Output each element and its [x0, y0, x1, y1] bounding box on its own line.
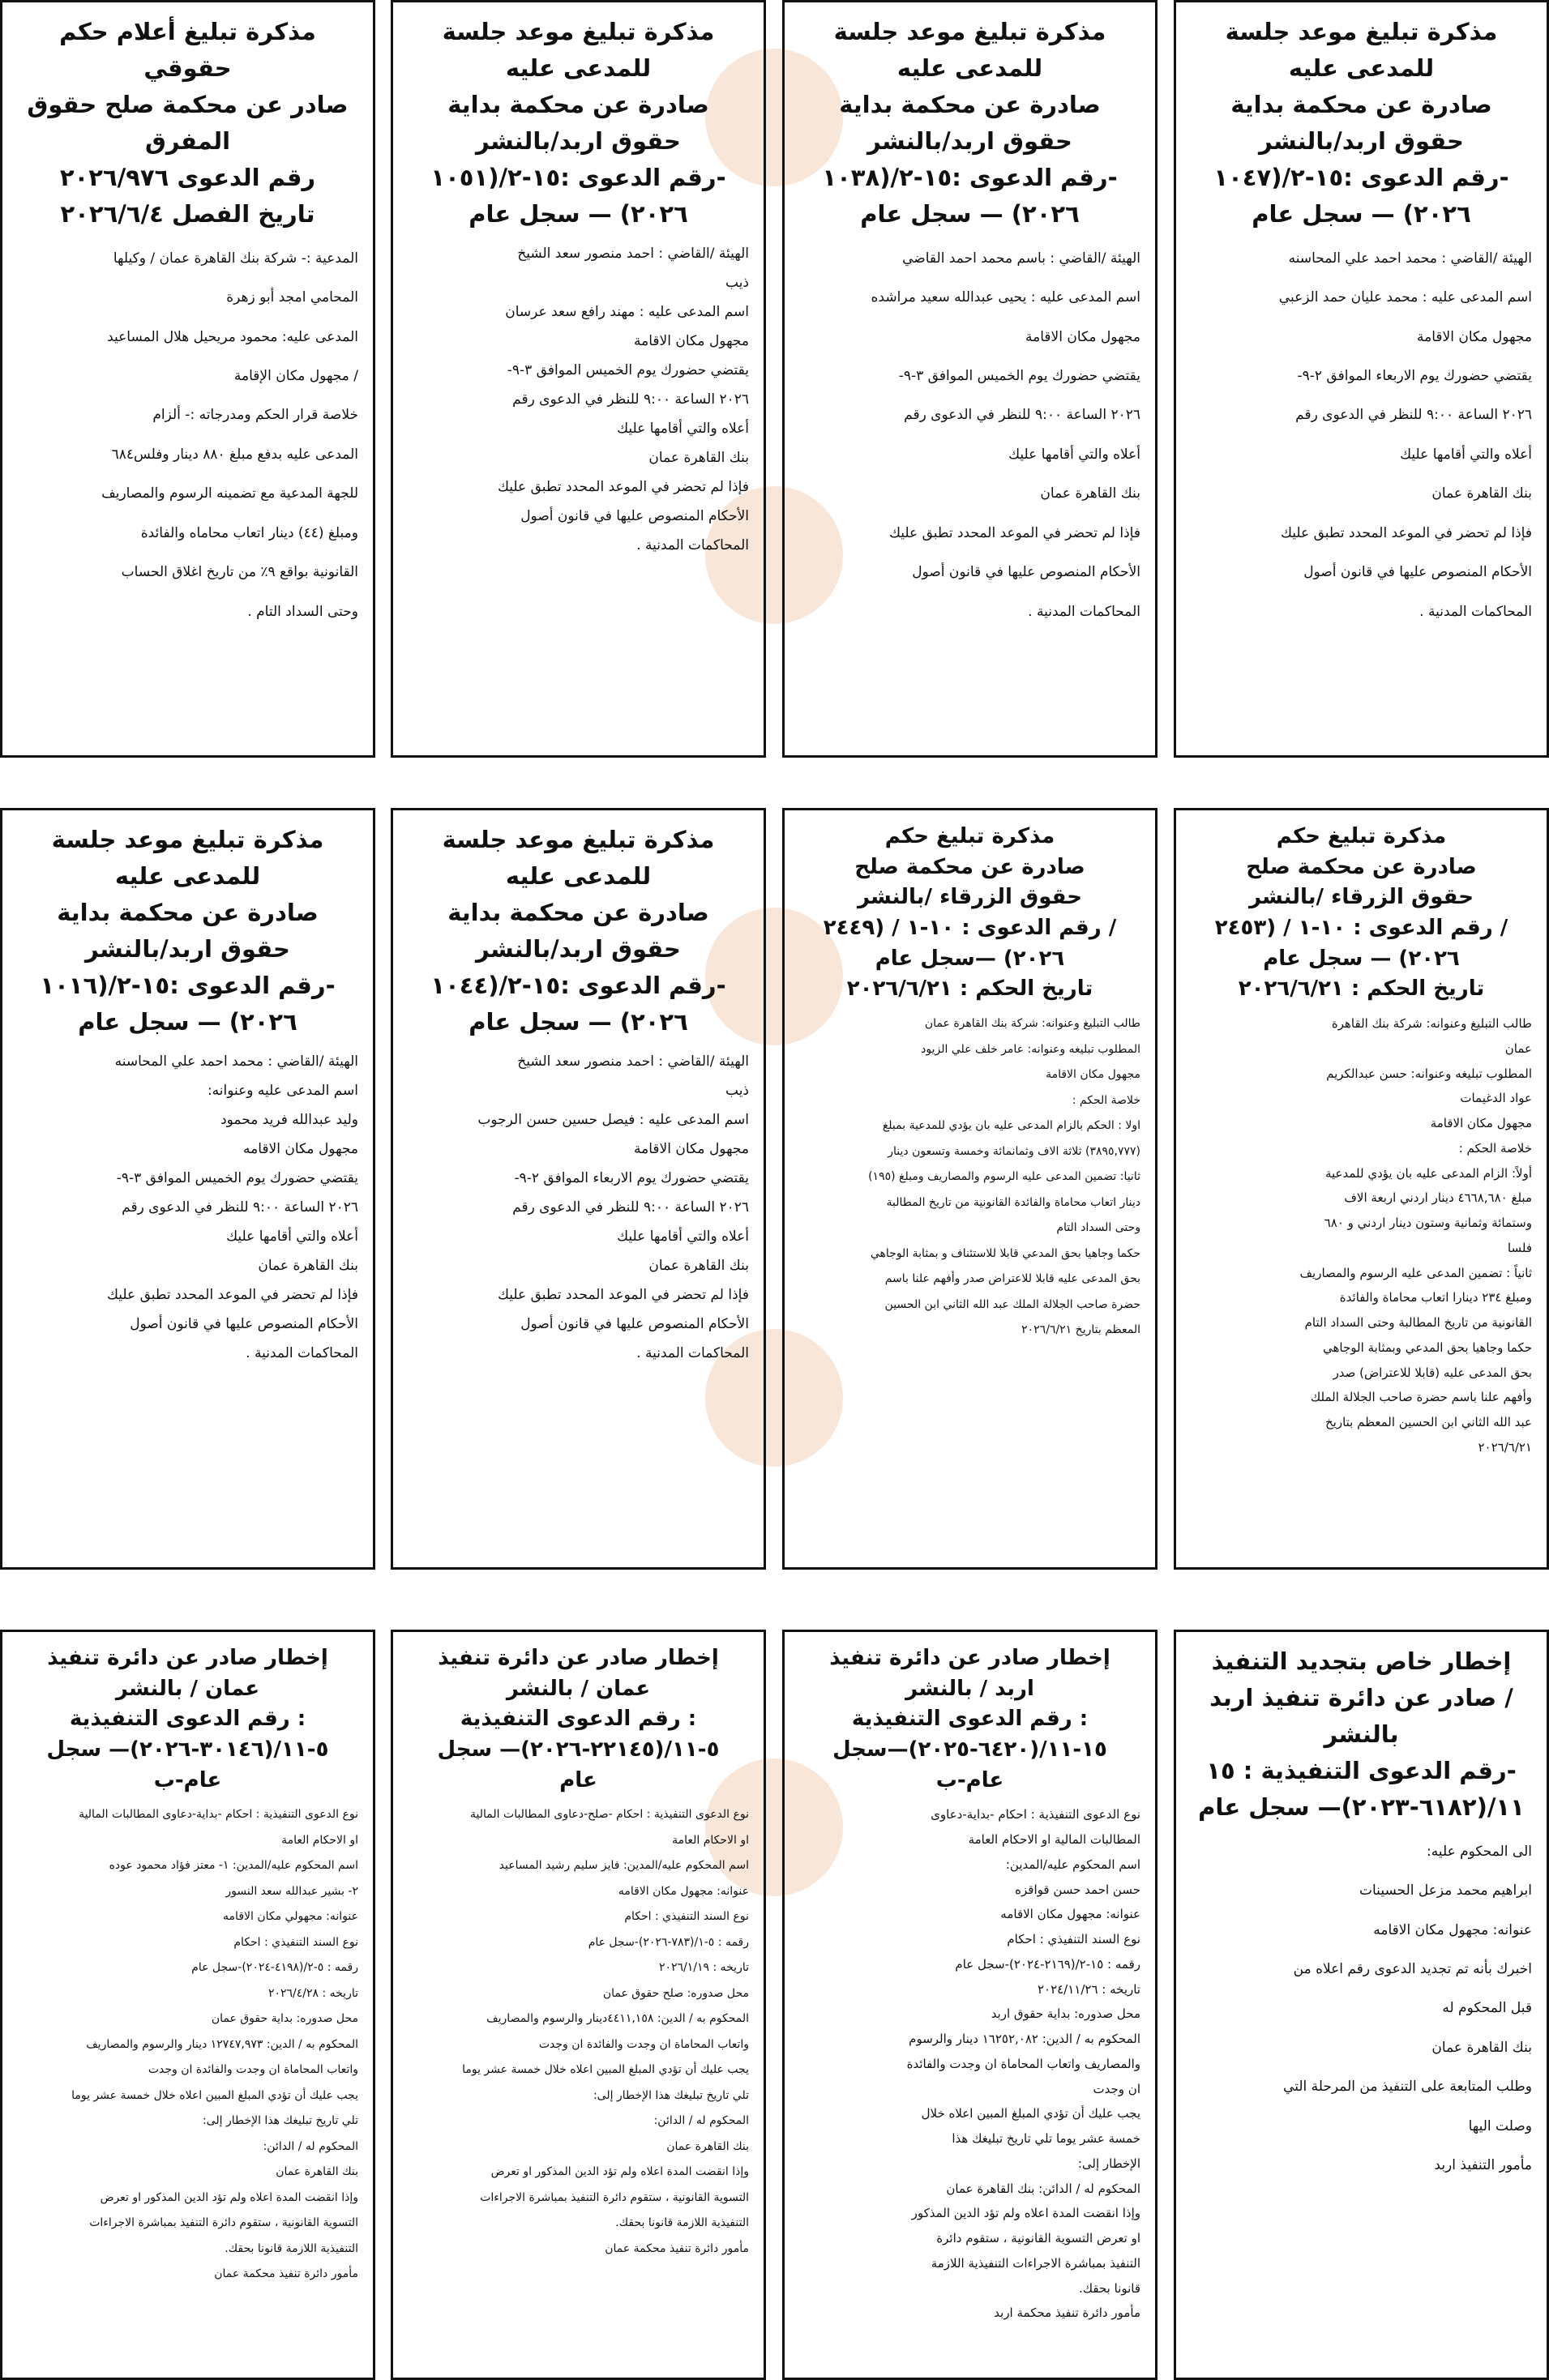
- notice-line: / مجهول مكان الإقامة: [233, 367, 358, 384]
- notice-line: بنك القاهرة عمان: [1040, 485, 1140, 502]
- notice-body: [17, 239, 358, 631]
- notice-line: يقتضي حضورك يوم الاربعاء الموافق ٢-٩-: [1297, 367, 1532, 384]
- notice-title: مذكرة تبليغ حكم صادرة عن محكمة صلح حقوق الزرقاء /بالنشر رقم الدعوى : ١٠-١ / (٢٤٤٩ / ٢٠٢٦) —سجل عام تاريخ الحكم : ٢٠٢٦/٦/٢١: [823, 824, 1117, 1002]
- notice-line: الإخطار إلى:: [1077, 2156, 1140, 2171]
- notice-line: واتعاب المحاماة ان وجدت والفائدة ان وجدت: [148, 2063, 358, 2077]
- notice-line: نوع الدعوى التنفيذية : احكام -بداية-دعاوى المطالبات المالية: [79, 1808, 358, 1822]
- notice-line: المحاكمات المدنية .: [636, 1344, 749, 1361]
- notice-line: تلي تاريخ تبليغك هذا الإخطار إلى:: [202, 2114, 358, 2128]
- notice-line: المحكوم له / الدائن: بنك القاهرة عمان: [946, 2181, 1140, 2196]
- notice-line: مجهول مكان الاقامه: [243, 1140, 358, 1157]
- notice-line: يجب عليك أن تؤدي المبلغ المبين اعلاه خلال: [921, 2106, 1140, 2121]
- notice-body: [799, 1802, 1140, 2326]
- notice-line: محل صدوره: بداية حقوق اربد: [991, 2006, 1140, 2022]
- notice-line: فإذا لم تحضر في الموعد المحدد تطبق عليك: [106, 1286, 358, 1303]
- notice-title: مذكرة تبليغ حكم صادرة عن محكمة صلح حقوق الزرقاء /بالنشر رقم الدعوى : ١٠-١ / (٢٤٥٣ / ٢٠٢٦) — سجل عام تاريخ الحكم : ٢٠٢٦/٦/٢١: [1214, 824, 1508, 1002]
- notice-line: تاريخه : ٢٠٢٦/١/١٩: [658, 1961, 749, 1975]
- notice-title: إخطار صادر عن دائرة تنفيذ عمان / بالنشر رقم الدعوى التنفيذية : ٥-١١/(٢٢١٤٥-٢٠٢٦)— سجل عام: [437, 1646, 720, 1792]
- notice-line: اسم المحكوم عليه/المدين: ١- معتز فؤاد محمود عوده: [109, 1859, 358, 1873]
- notice-line: طالب التبليغ وعنوانه: شركة بنك القاهرة: [1331, 1016, 1532, 1032]
- notice-line: أعلاه والتي أقامها عليك: [617, 420, 749, 437]
- notice-line: وحتى السداد التام .: [247, 603, 358, 620]
- notice-title: مذكرة تبليغ موعد جلسة للمدعى عليه صادرة عن محكمة بداية حقوق اربد/بالنشر رقم الدعوى :١٥-٢/(١٠٥١- ٢٠٢٦) — سجل عام: [430, 18, 726, 228]
- notice-line: المحاكمات المدنية .: [1028, 603, 1140, 620]
- notice-line: فإذا لم تحضر في الموعد المحدد تطبق عليك: [888, 524, 1140, 541]
- notice-line: وإذا انقضت المدة اعلاه ولم تؤد الدين المذكور: [911, 2206, 1140, 2221]
- notice-line: مجهول مكان الاقامة: [1046, 1068, 1140, 1082]
- notice-line: المحكوم به / الدين: ١٢٧٤٧,٩٧٣ دينار والرسوم والمصاريف: [86, 2037, 358, 2051]
- notice-box: [782, 0, 1157, 758]
- notice-line: بنك القاهرة عمان: [648, 1257, 749, 1274]
- notice-line: عمان: [1504, 1040, 1532, 1056]
- notice-line: مبلغ ٤٦٦٨,٦٨٠ دينار اردني اربعة الاف: [1344, 1190, 1532, 1206]
- notice-line: مجهول مكان الاقامة: [634, 332, 749, 349]
- notice-line: ٢٠٢٦ الساعة ٩:٠٠ للنظر في الدعوى رقم: [512, 1199, 749, 1216]
- notice-line: يجب عليك أن تؤدي المبلغ المبين اعلاه خلال خمسة عشر يوما: [71, 2088, 358, 2102]
- notice-line: وصلت اليها: [1468, 2117, 1532, 2134]
- notice-line: مأمور دائرة تنفيذ محكمة عمان: [605, 2241, 749, 2255]
- notice-line: يقتضي حضورك يوم الخميس الموافق ٣-٩-: [898, 367, 1140, 384]
- notice-body: [799, 239, 1140, 631]
- notice-body: [408, 1047, 749, 1368]
- notice-line: ومبلغ ٢٣٤ دينارا اتعاب محاماة والفائدة: [1339, 1290, 1532, 1305]
- notice-line: رقمه : ١٥-٢/(٢١٦٩-٢٠٢٤)-سجل عام: [955, 1956, 1140, 1972]
- notice-body: [799, 1011, 1140, 1344]
- notice-line: بحق المدعى عليه (قابلا للاعتراض) صدر: [1333, 1365, 1532, 1380]
- notice-line: المحاكمات المدنية .: [246, 1344, 358, 1361]
- notice-line: ٢٠٢٦ الساعة ٩:٠٠ للنظر في الدعوى رقم: [122, 1199, 358, 1216]
- notice-box: [1174, 0, 1549, 758]
- notice-line: للجهة المدعية مع تضمينه الرسوم والمصاريف: [101, 485, 358, 502]
- notice-line: فإذا لم تحضر في الموعد المحدد تطبق عليك: [497, 1286, 749, 1303]
- notice-line: المطلوب تبليغه وعنوانه: حسن عبدالكريم: [1326, 1066, 1532, 1081]
- notice-body: [1191, 1011, 1532, 1460]
- notice-line: اخبرك بأنه تم تجديد الدعوى رقم اعلاه من: [1293, 1961, 1532, 1977]
- notice-body: [408, 1802, 749, 2262]
- notice-body: [17, 1047, 358, 1368]
- notice-line: المدعى عليه بدفع مبلغ ٨٨٠ دينار وفلس٦٨٤: [111, 446, 358, 463]
- notice-line: الهيئة /القاضي : محمد احمد علي المحاسنه: [114, 1053, 358, 1070]
- notice-line: مجهول مكان الاقامة: [634, 1140, 749, 1157]
- notice-line: فلسا: [1507, 1240, 1532, 1255]
- notice-line: خلاصة الحكم :: [1072, 1093, 1140, 1107]
- notice-line: نوع السند التنفيذي : احكام: [624, 1910, 749, 1924]
- notice-line: وستمائة وثمانية وستون دينار اردني و ٦٨٠: [1324, 1216, 1532, 1231]
- notice-line: القانونية من تاريخ المطالبة وحتى السداد التام: [1304, 1315, 1532, 1331]
- notice-body: [1191, 1832, 1532, 2186]
- notice-line: تاريخه : ٢٠٢٦/٤/٢٨: [267, 1986, 358, 2000]
- notice-line: فإذا لم تحضر في الموعد المحدد تطبق عليك: [1280, 524, 1532, 541]
- notice-line: يقتضي حضورك يوم الاربعاء الموافق ٢-٩-: [514, 1169, 749, 1186]
- notice-line: عبد الله الثاني ابن الحسين المعظم بتاريخ: [1324, 1415, 1532, 1430]
- notice-line: رقمه : ٥-١/(٧٨٣-٢٠٢٦)-سجل عام: [588, 1935, 749, 1949]
- notice-line: خلاصة قرار الحكم ومدرجاته :- ألزام: [152, 407, 358, 424]
- notice-line: دينار اتعاب محاماة والفائدة القانونية من تاريخ المطالبة: [886, 1195, 1140, 1209]
- notice-line: الأحكام المنصوص عليها في قانون أصول: [520, 1315, 749, 1332]
- notice-line: (٣٨٩٥,٧٧٧) ثلاثة الاف وثمانمائة وخمسة وتسعون دينار: [888, 1144, 1140, 1158]
- notice-line: ٢٠٢٦ الساعة ٩:٠٠ للنظر في الدعوى رقم: [512, 391, 749, 408]
- notice-line: ذيب: [725, 1082, 749, 1099]
- notice-line: ابراهيم محمد مزعل الحسينات: [1359, 1882, 1532, 1899]
- notice-line: اولا : الحكم بالزام المدعى عليه بان يؤدي للمدعية بمبلغ: [882, 1119, 1140, 1133]
- notice-line: ثانياً : تضمين المدعى عليه الرسوم والمصاريف: [1299, 1265, 1532, 1280]
- notice-line: التنفيذية اللازمة قانونا بحقك.: [615, 2216, 749, 2230]
- notice-line: أعلاه والتي أقامها عليك: [1008, 446, 1140, 463]
- notice-box: [391, 808, 766, 1570]
- notice-line: خلاصة الحكم :: [1458, 1140, 1532, 1156]
- notice-line: اسم المدعى عليه : يحيى عبدالله سعيد مراشده: [871, 289, 1140, 306]
- notice-line: بنك القاهرة عمان: [276, 2165, 358, 2179]
- notice-line: بنك القاهرة عمان: [666, 2139, 749, 2153]
- notice-line: والمصاريف واتعاب المحاماة ان وجدت والفائدة: [906, 2056, 1140, 2071]
- notice-line: الأحكام المنصوص عليها في قانون أصول: [130, 1315, 358, 1332]
- notice-title: مذكرة تبليغ أعلام حكم حقوقي صادر عن محكمة صلح حقوق المفرق رقم الدعوى ٢٠٢٦/٩٧٦ تاريخ الفصل ٢٠٢٦/٦/٤: [27, 18, 349, 228]
- notice-line: تلي تاريخ تبليغك هذا الإخطار إلى:: [593, 2088, 749, 2102]
- notice-line: او الاحكام العامة: [672, 1833, 749, 1847]
- notice-line: محل صدوره: صلح حقوق عمان: [602, 1986, 749, 2000]
- notice-line: التسوية القانونية ، ستقوم دائرة التنفيذ بمباشرة الاجراءات: [89, 2216, 358, 2230]
- notice-line: المحاكمات المدنية .: [1419, 603, 1532, 620]
- notice-line: بنك القاهرة عمان: [648, 449, 749, 466]
- notice-line: الهيئة /القاضي : محمد احمد علي المحاسنه: [1288, 250, 1532, 267]
- notice-line: التنفيذية اللازمة قانونا بحقك.: [225, 2241, 358, 2255]
- notice-line: الأحكام المنصوص عليها في قانون أصول: [1303, 564, 1532, 581]
- notice-line: ومبلغ (٤٤) دينار اتعاب محاماه والفائدة: [140, 524, 358, 541]
- notice-line: المعظم بتاريخ ٢٠٢٦/٦/٢١: [1021, 1323, 1140, 1337]
- notice-box: [0, 1630, 375, 2380]
- notice-line: نوع الدعوى التنفيذية : احكام -صلح-دعاوى المطالبات المالية: [470, 1808, 749, 1822]
- notice-line: حضرة صاحب الجلالة الملك عبد الله الثاني ابن الحسين: [884, 1297, 1140, 1311]
- notice-line: المطلوب تبليغه وعنوانه: عامر خلف علي الزيود: [921, 1042, 1140, 1056]
- notice-line: عنوانه: مجهول مكان الاقامه: [1000, 1907, 1140, 1922]
- notice-title: مذكرة تبليغ موعد جلسة للمدعى عليه صادرة عن محكمة بداية حقوق اربد/بالنشر رقم الدعوى :١٥-٢/(١٠٤٤- ٢٠٢٦) — سجل عام: [430, 826, 726, 1036]
- notice-line: الأحكام المنصوص عليها في قانون أصول: [912, 564, 1140, 581]
- notice-line: او الاحكام العامة: [281, 1833, 358, 1847]
- notice-line: قبل المحكوم له: [1442, 2000, 1532, 2017]
- notice-line: المدعية :- شركة بنك القاهرة عمان / وكيلها: [113, 250, 358, 267]
- notice-line: المحكوم له / الدائن:: [263, 2139, 358, 2153]
- notice-line: عنوانه: مجهول مكان الاقامه: [618, 1884, 749, 1898]
- notice-line: فإذا لم تحضر في الموعد المحدد تطبق عليك: [497, 478, 749, 495]
- notice-line: محل صدوره: بداية حقوق عمان: [211, 2012, 358, 2026]
- notice-line: وطلب المتابعة على التنفيذ من المرحلة التي: [1283, 2079, 1532, 2096]
- notice-box: [782, 808, 1157, 1570]
- notice-line: عنوانه: مجهول مكان الاقامه: [1373, 1921, 1532, 1938]
- notice-line: اسم المدعى عليه وعنوانه:: [207, 1082, 358, 1099]
- notice-box: [0, 0, 375, 758]
- notice-title: مذكرة تبليغ موعد جلسة للمدعى عليه صادرة عن محكمة بداية حقوق اربد/بالنشر رقم الدعوى :١٥-٢/(١٠٣٨- ٢٠٢٦) — سجل عام: [822, 18, 1118, 228]
- notice-box: [391, 0, 766, 758]
- notice-title: إخطار صادر عن دائرة تنفيذ عمان / بالنشر رقم الدعوى التنفيذية : ٥-١١/(٣٠١٤٦-٢٠٢٦)— سجل عام-ب: [46, 1646, 329, 1792]
- notice-line: اسم المحكوم عليه/المدين: فايز سليم رشيد المساعيد: [499, 1859, 749, 1873]
- notice-box: [0, 808, 375, 1570]
- notice-line: الأحكام المنصوص عليها في قانون أصول: [520, 507, 749, 524]
- notice-line: أعلاه والتي أقامها عليك: [226, 1228, 358, 1245]
- notice-title: مذكرة تبليغ موعد جلسة للمدعى عليه صادرة عن محكمة بداية حقوق اربد/بالنشر رقم الدعوى :١٥-٢/(١٠٤٧- ٢٠٢٦) — سجل عام: [1213, 18, 1509, 228]
- notice-title: إخطار صادر عن دائرة تنفيذ اربد / بالنشر رقم الدعوى التنفيذية : ١٥-١١/(٦٤٢٠-٢٠٢٥)—سجل عام-ب: [829, 1646, 1110, 1792]
- notice-line: ثانيا: تضمين المدعى عليه الرسوم والمصاريف ومبلغ (١٩٥): [868, 1170, 1140, 1184]
- notice-box: [391, 1630, 766, 2380]
- notice-box: [782, 1630, 1157, 2380]
- notice-line: المطالبات المالية او الاحكام العامة: [968, 1832, 1140, 1848]
- notice-line: مجهول مكان الاقامة: [1417, 328, 1532, 345]
- notice-line: يقتضي حضورك يوم الخميس الموافق ٣-٩-: [507, 361, 749, 378]
- notice-line: او تعرض التسوية القانونية ، ستقوم دائرة: [936, 2231, 1140, 2246]
- notice-line: مجهول مكان الاقامة: [1430, 1116, 1532, 1131]
- notice-line: ٢- بشير عبدالله سعد النسور: [225, 1884, 358, 1898]
- notice-line: وليد عبدالله فريد محمود: [220, 1111, 358, 1128]
- notice-line: ذيب: [725, 274, 749, 291]
- notice-line: بحق المدعى عليه قابلا للاعتراض صدر وأفهم علنا باسم: [884, 1272, 1140, 1286]
- notice-line: حكما وجاهيا بحق المدعي وبمثابة الوجاهي: [1323, 1340, 1532, 1355]
- notice-line: وأفهم علنا باسم حضرة صاحب الجلالة الملك: [1310, 1390, 1532, 1405]
- notice-line: حسن احمد حسن قواقزه: [1015, 1882, 1140, 1897]
- notice-line: مجهول مكان الاقامة: [1025, 328, 1140, 345]
- notice-line: وإذا انقضت المدة اعلاه ولم تؤد الدين المذكور او تعرض: [100, 2190, 358, 2204]
- notice-line: اسم المدعى عليه : فيصل حسين حسن الرجوب: [477, 1111, 749, 1128]
- notice-line: الى المحكوم عليه:: [1426, 1843, 1532, 1860]
- notice-line: الهيئة /القاضي : باسم محمد احمد القاضي: [902, 250, 1140, 267]
- notice-line: التسوية القانونية ، ستقوم دائرة التنفيذ بمباشرة الاجراءات: [480, 2190, 749, 2204]
- notice-body: [1191, 239, 1532, 631]
- notice-body: [17, 1802, 358, 2288]
- notice-line: وحتى السداد التام: [1056, 1221, 1140, 1235]
- notice-line: اسم المدعى عليه : محمد عليان حمد الزعبي: [1278, 289, 1532, 306]
- notice-line: أولاً: الزام المدعى عليه بان يؤدي للمدعية: [1324, 1165, 1532, 1181]
- notice-line: مأمور دائرة تنفيذ محكمة عمان: [214, 2267, 358, 2281]
- notice-line: الهيئة /القاضي : احمد منصور سعد الشيخ: [517, 1053, 749, 1070]
- notice-line: طالب التبليغ وعنوانه: شركة بنك القاهرة عمان: [924, 1017, 1140, 1031]
- notice-line: واتعاب المحاماة ان وجدت والفائدة ان وجدت: [538, 2037, 749, 2051]
- notice-line: ٢٠٢٦/٦/٢١: [1478, 1439, 1532, 1455]
- notice-line: ٢٠٢٦ الساعة ٩:٠٠ للنظر في الدعوى رقم: [1295, 407, 1532, 424]
- notice-line: المحكوم له / الدائن:: [653, 2114, 749, 2128]
- notice-line: خمسة عشر يوما تلي تاريخ تبليغك هذا: [952, 2131, 1140, 2147]
- notice-line: أعلاه والتي أقامها عليك: [1400, 446, 1532, 463]
- notice-line: القانونية بواقع ٩٪ من تاريخ اغلاق الحساب: [121, 564, 358, 581]
- notice-line: بنك القاهرة عمان: [1431, 485, 1532, 502]
- notice-line: نوع الدعوى التنفيذية : احكام -بداية-دعاوى: [931, 1807, 1140, 1822]
- notice-line: المحكوم به / الدين: ١٦٢٥٢,٠٨٢ دينار والرسوم: [909, 2032, 1140, 2047]
- notice-line: حكما وجاهيا بحق المدعي قابلا للاستئناف و بمثابة الوجاهي: [870, 1246, 1140, 1260]
- notice-line: نوع السند التنفيذي : احكام: [233, 1935, 358, 1949]
- notice-line: اسم المحكوم عليه/المدين:: [1005, 1857, 1140, 1872]
- notice-line: يجب عليك أن تؤدي المبلغ المبين اعلاه خلال خمسة عشر يوما: [462, 2063, 749, 2077]
- notice-line: نوع السند التنفيذي : احكام: [1007, 1932, 1140, 1947]
- notice-line: قانونا بحقك.: [1078, 2280, 1140, 2296]
- notice-line: ان وجدت: [1093, 2081, 1140, 2096]
- notice-line: مأمور التنفيذ اربد: [1434, 2157, 1532, 2174]
- notice-line: المحاكمات المدنية .: [636, 536, 749, 553]
- notice-line: المحامي امجد أبو زهرة: [226, 289, 358, 306]
- notice-box: [1174, 1630, 1549, 2380]
- notice-box: [1174, 808, 1549, 1570]
- notice-line: اسم المدعى عليه : مهند رافع سعد عرسان: [505, 303, 749, 320]
- notice-line: عنوانه: مجهولي مكان الاقامه: [223, 1910, 358, 1924]
- notice-line: ٢٠٢٦ الساعة ٩:٠٠ للنظر في الدعوى رقم: [904, 407, 1140, 424]
- notice-line: مأمور دائرة تنفيذ محكمة اربد: [994, 2305, 1140, 2321]
- notice-line: يقتضي حضورك يوم الخميس الموافق ٣-٩-: [116, 1169, 358, 1186]
- notice-line: وإذا انقضت المدة اعلاه ولم تؤد الدين المذكور او تعرض: [490, 2165, 749, 2179]
- notice-line: المدعى عليه: محمود مريحيل هلال المساعيد: [107, 328, 358, 345]
- notice-line: أعلاه والتي أقامها عليك: [617, 1228, 749, 1245]
- notice-line: بنك القاهرة عمان: [1431, 2039, 1532, 2056]
- notice-line: المحكوم به / الدين: ٤٤١١,١٥٨دينار والرسوم والمصاريف: [486, 2012, 749, 2026]
- notice-line: رقمه : ٥-٢/(٤١٩٨-٢٠٢٤)-سجل عام: [191, 1961, 358, 1975]
- notice-line: الهيئة /القاضي : احمد منصور سعد الشيخ: [517, 245, 749, 262]
- notice-body: [408, 239, 749, 560]
- notice-line: التنفيذ بمباشرة الاجراءات التنفيذية اللازمة: [931, 2255, 1140, 2271]
- notice-title: مذكرة تبليغ موعد جلسة للمدعى عليه صادرة عن محكمة بداية حقوق اربد/بالنشر رقم الدعوى :١٥-٢/(١٠١٦- ٢٠٢٦) — سجل عام: [40, 826, 336, 1036]
- notice-line: بنك القاهرة عمان: [258, 1257, 358, 1274]
- notice-line: عواد الدغيمات: [1460, 1091, 1532, 1106]
- notice-title: إخطار خاص بتجديد التنفيذ صادر عن دائرة تنفيذ اربد / بالنشر رقم الدعوى التنفيذية : ١٥- ١١/(٦١٨٢-٢٠٢٣)— سجل عام: [1198, 1647, 1525, 1821]
- notice-line: تاريخه : ٢٠٢٤/١١/٢٦: [1037, 1981, 1140, 1997]
